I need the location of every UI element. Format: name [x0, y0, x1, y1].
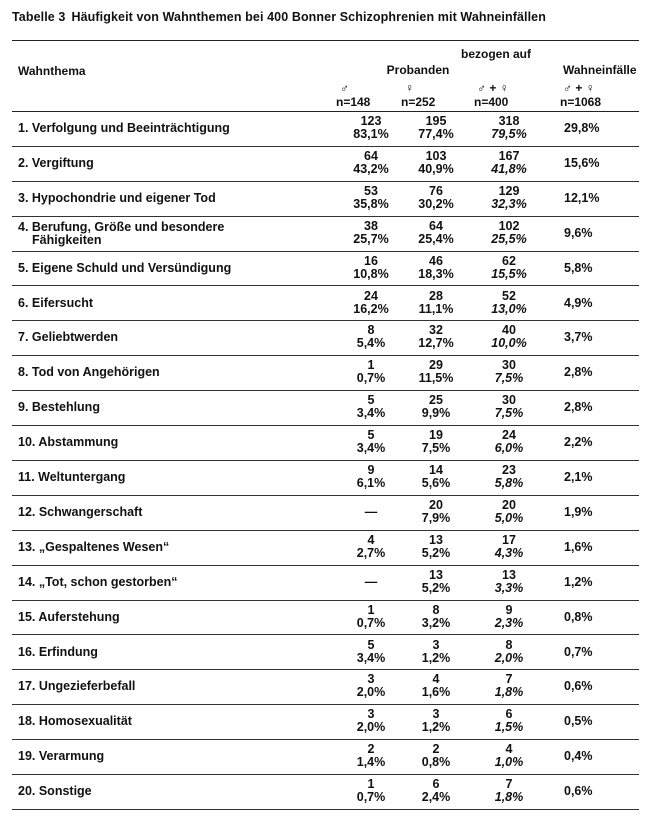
cell-both: [474, 604, 544, 630]
cell-male: [336, 778, 406, 804]
cell-count: 1: [367, 358, 375, 373]
row-theme-line: 7. Geliebtwerden: [18, 330, 119, 345]
table-caption: [12, 10, 546, 24]
row-theme: [18, 785, 92, 798]
table-row: [12, 740, 639, 775]
cell-count: 129: [498, 183, 520, 198]
cell-both: [474, 324, 544, 350]
cell-count: —: [364, 574, 378, 589]
row-theme-line: 3. Hypochondrie und eigener Tod: [18, 190, 216, 205]
cell-female: [401, 150, 471, 176]
cell-wahneinfaelle: 3,7%: [564, 330, 593, 345]
cell-count: 16: [364, 253, 378, 268]
row-theme: [18, 366, 160, 379]
cell-percent: 1,0%: [494, 755, 524, 770]
row-theme: [18, 611, 120, 624]
cell-male: [336, 673, 406, 699]
cell-percent: 1,4%: [356, 755, 386, 770]
cell-percent: 7,5%: [494, 371, 524, 386]
cell-percent: 0,7%: [356, 371, 386, 386]
cell-wahneinfaelle: 15,6%: [564, 155, 600, 170]
row-theme: [18, 297, 93, 310]
cell-wahneinfaelle: 2,8%: [564, 365, 593, 380]
cell-percent: 2,0%: [356, 685, 386, 700]
cell-count: 318: [498, 114, 520, 128]
cell-percent: 35,8%: [353, 196, 389, 211]
cell-percent: 2,0%: [356, 720, 386, 735]
cell-count: 2: [367, 742, 375, 757]
row-theme-line: 2. Vergiftung: [18, 155, 94, 170]
cell-count: 76: [429, 183, 443, 198]
table-row: [12, 252, 639, 287]
cell-wahneinfaelle: 12,1%: [564, 190, 600, 205]
cell-percent: 7,5%: [421, 441, 451, 456]
cell-both: [474, 115, 544, 141]
cell-percent: 6,1%: [356, 476, 386, 490]
cell-count: 25: [429, 393, 443, 408]
cell-male: [336, 324, 406, 350]
row-theme-line: 13. „Gespaltenes Wesen“: [18, 539, 170, 554]
cell-count: 20: [429, 497, 443, 512]
cell-percent: 7,9%: [421, 510, 451, 525]
table-row: [12, 601, 639, 636]
cell-percent: 4,3%: [494, 545, 524, 560]
table-row: [12, 391, 639, 426]
cell-percent: 10,8%: [353, 266, 389, 281]
cell-female: [401, 708, 471, 734]
cell-percent: 40,9%: [418, 161, 454, 176]
cell-percent: 2,4%: [421, 790, 451, 805]
cell-percent: 11,1%: [418, 301, 454, 316]
row-theme-line: Fähigkeiten: [32, 232, 102, 247]
table-row: [12, 112, 639, 147]
cell-wahneinfaelle: 1,9%: [564, 504, 593, 519]
cell-both: [474, 569, 544, 595]
cell-both: [474, 220, 544, 246]
row-theme-line: 20. Sonstige: [18, 784, 92, 799]
cell-female: [401, 778, 471, 804]
cell-wahneinfaelle: 4,9%: [564, 295, 593, 310]
cell-count: 24: [364, 288, 378, 303]
cell-female: [401, 324, 471, 350]
cell-female: [401, 220, 471, 246]
row-theme-line: 14. „Tot, schon gestorben“: [18, 574, 178, 589]
cell-percent: 5,2%: [421, 580, 451, 595]
cell-male: [336, 359, 406, 385]
cell-percent: 13,0%: [491, 301, 527, 316]
cell-percent: 0,8%: [421, 755, 451, 770]
cell-count: 38: [364, 218, 378, 233]
row-theme: [18, 506, 142, 519]
cell-female: [401, 569, 471, 595]
cell-wahneinfaelle: 2,8%: [564, 400, 593, 415]
row-theme-line: 18. Homosexualität: [18, 714, 132, 729]
cell-count: 64: [429, 218, 443, 233]
table-row: [12, 705, 639, 740]
row-theme: [18, 715, 132, 728]
cell-percent: 25,7%: [353, 231, 389, 246]
row-theme: [18, 541, 169, 554]
cell-count: 5: [367, 637, 375, 652]
table-row: [12, 287, 639, 322]
cell-percent: 1,8%: [494, 685, 524, 700]
table-row: [12, 461, 639, 496]
cell-percent: 1,5%: [494, 720, 524, 735]
cell-both: [474, 255, 544, 281]
header-female-symbol: ♀: [405, 81, 414, 95]
row-theme: [18, 576, 178, 589]
cell-female: [401, 499, 471, 525]
row-theme-line: 9. Bestehlung: [18, 400, 100, 415]
table-row: [12, 531, 639, 566]
table-row: [12, 426, 639, 461]
cell-count: 2: [432, 742, 440, 757]
cell-count: 28: [429, 288, 443, 303]
cell-male: [336, 185, 406, 211]
cell-percent: 1,8%: [494, 790, 524, 805]
cell-both: [474, 639, 544, 665]
cell-percent: 1,6%: [421, 685, 451, 700]
cell-female: [401, 290, 471, 316]
cell-count: 1: [367, 777, 375, 792]
header-theme: Wahnthema: [18, 64, 86, 78]
cell-wahneinfaelle: 1,2%: [564, 574, 593, 589]
table-row: [12, 775, 639, 810]
row-theme-line: 17. Ungezieferbefall: [18, 679, 136, 694]
cell-percent: 7,5%: [494, 406, 524, 421]
cell-percent: 12,7%: [418, 336, 454, 351]
cell-count: 102: [498, 218, 520, 233]
cell-wahneinfaelle: 1,6%: [564, 539, 593, 554]
header-probanden: Probanden: [386, 63, 450, 77]
table-row: [12, 496, 639, 531]
table-row: [12, 147, 639, 182]
row-theme: [18, 122, 230, 135]
row-theme: [18, 401, 100, 414]
cell-count: 5: [367, 428, 375, 443]
cell-count: 103: [425, 148, 447, 163]
cell-male: [336, 743, 406, 769]
cell-female: [401, 604, 471, 630]
cell-male: [336, 639, 406, 665]
table-row: [12, 321, 639, 356]
row-theme-line: 1. Verfolgung und Beeinträchtigung: [18, 121, 230, 135]
cell-count: 3: [432, 707, 440, 722]
cell-percent: 3,4%: [356, 406, 386, 421]
cell-count: 6: [432, 777, 440, 792]
cell-count: 30: [502, 393, 516, 408]
cell-both: [474, 464, 544, 490]
cell-both: [474, 359, 544, 385]
table-row: [12, 356, 639, 391]
table-title: Häufigkeit von Wahnthemen bei 400 Bonner Schizophrenien mit Wahneinfällen: [71, 10, 546, 24]
cell-both: [474, 778, 544, 804]
header-male-n: n=148: [336, 95, 371, 109]
cell-percent: 15,5%: [491, 266, 527, 281]
cell-both: [474, 534, 544, 560]
cell-percent: 5,6%: [421, 476, 451, 490]
row-theme-line: 6. Eifersucht: [18, 295, 94, 310]
cell-male: [336, 220, 406, 246]
row-theme: [18, 192, 216, 205]
cell-female: [401, 673, 471, 699]
header-both-n: n=400: [474, 95, 509, 109]
cell-wahneinfaelle: 0,5%: [564, 714, 593, 729]
cell-count: 3: [432, 637, 440, 652]
cell-male: [336, 394, 406, 420]
cell-percent: 41,8%: [491, 161, 527, 176]
cell-count: 167: [498, 148, 520, 163]
table-row: [12, 182, 639, 217]
row-theme: [18, 331, 118, 344]
cell-percent: 16,2%: [353, 301, 389, 316]
cell-count: 17: [502, 532, 516, 547]
table-row: [12, 566, 639, 601]
row-theme: [18, 436, 118, 449]
cell-male: [336, 534, 406, 560]
cell-count: 3: [367, 672, 375, 687]
cell-count: 123: [360, 114, 382, 128]
cell-percent: 83,1%: [353, 127, 389, 141]
cell-count: 9: [367, 463, 375, 477]
cell-female: [401, 534, 471, 560]
header-wahn-symbol: ♂ + ♀: [563, 81, 595, 95]
cell-both: [474, 394, 544, 420]
cell-wahneinfaelle: 2,1%: [564, 470, 593, 484]
cell-percent: 2,0%: [494, 650, 524, 665]
cell-count: 1: [367, 602, 375, 617]
row-theme: [18, 471, 125, 484]
cell-percent: 5,2%: [421, 545, 451, 560]
cell-count: 5: [367, 393, 375, 408]
cell-count: 30: [502, 358, 516, 373]
cell-wahneinfaelle: 9,6%: [564, 225, 593, 240]
cell-percent: 3,3%: [494, 580, 524, 595]
header-wahneinfaelle: Wahneinfälle: [563, 63, 637, 77]
cell-count: 8: [432, 602, 440, 617]
cell-wahneinfaelle: 0,4%: [564, 749, 593, 764]
cell-percent: 11,5%: [418, 371, 454, 386]
cell-count: 24: [502, 428, 516, 443]
cell-percent: 1,2%: [421, 720, 451, 735]
cell-wahneinfaelle: 0,7%: [564, 644, 593, 659]
cell-both: [474, 290, 544, 316]
cell-wahneinfaelle: 29,8%: [564, 121, 600, 135]
row-theme-line: 16. Erfindung: [18, 644, 98, 659]
cell-count: 7: [505, 672, 513, 687]
row-theme: [18, 157, 94, 170]
cell-wahneinfaelle: 5,8%: [564, 260, 593, 275]
header-wahn-n: n=1068: [560, 95, 602, 109]
cell-both: [474, 708, 544, 734]
cell-percent: 2,7%: [356, 545, 386, 560]
cell-count: 64: [364, 148, 378, 163]
top-rule: [12, 40, 639, 41]
cell-female: [401, 429, 471, 455]
row-theme-line: 8. Tod von Angehörigen: [18, 365, 160, 380]
cell-count: 29: [429, 358, 443, 373]
cell-percent: 0,7%: [356, 790, 386, 805]
cell-male: [336, 506, 406, 519]
cell-male: [336, 255, 406, 281]
cell-female: [401, 464, 471, 490]
cell-count: 6: [505, 707, 513, 722]
cell-male: [336, 429, 406, 455]
cell-wahneinfaelle: 0,6%: [564, 784, 593, 799]
row-theme-line: 15. Auferstehung: [18, 609, 120, 624]
row-theme: [18, 262, 231, 275]
row-theme-line: 10. Abstammung: [18, 435, 119, 450]
cell-male: [336, 604, 406, 630]
cell-percent: 43,2%: [353, 161, 389, 176]
cell-wahneinfaelle: 2,2%: [564, 435, 593, 450]
row-theme: [18, 680, 135, 693]
header-male-symbol: ♂: [340, 81, 349, 95]
cell-percent: 3,4%: [356, 441, 386, 456]
row-theme-line: 19. Verarmung: [18, 749, 105, 764]
cell-both: [474, 673, 544, 699]
cell-female: [401, 255, 471, 281]
cell-count: 13: [429, 567, 443, 582]
cell-percent: 6,0%: [494, 441, 524, 456]
cell-percent: 5,0%: [494, 510, 524, 525]
cell-male: [336, 464, 406, 490]
cell-percent: 9,9%: [421, 406, 451, 421]
cell-male: [336, 290, 406, 316]
cell-wahneinfaelle: 0,6%: [564, 679, 593, 694]
row-theme-line: 5. Eigene Schuld und Versündigung: [18, 260, 232, 275]
table-row: [12, 217, 639, 252]
cell-female: [401, 394, 471, 420]
cell-percent: 77,4%: [418, 127, 454, 141]
cell-percent: 3,4%: [356, 650, 386, 665]
cell-both: [474, 150, 544, 176]
cell-count: 53: [364, 183, 378, 198]
cell-male: [336, 115, 406, 141]
table-row: [12, 670, 639, 705]
cell-percent: 79,5%: [491, 127, 527, 141]
table-number: Tabelle 3: [12, 10, 66, 24]
cell-count: 4: [432, 672, 440, 687]
cell-both: [474, 185, 544, 211]
cell-percent: 10,0%: [491, 336, 527, 351]
cell-percent: 0,7%: [356, 615, 386, 630]
cell-male: [336, 708, 406, 734]
cell-count: 4: [367, 532, 375, 547]
cell-percent: 30,2%: [418, 196, 454, 211]
cell-male: [336, 576, 406, 589]
cell-count: 23: [502, 463, 516, 477]
cell-count: 8: [367, 323, 375, 338]
cell-count: 40: [502, 323, 516, 338]
cell-count: 13: [429, 532, 443, 547]
cell-count: 19: [429, 428, 443, 443]
cell-percent: 1,2%: [421, 650, 451, 665]
cell-count: 4: [505, 742, 513, 757]
cell-count: 13: [502, 567, 516, 582]
cell-count: 8: [505, 637, 513, 652]
cell-percent: 3,2%: [421, 615, 451, 630]
cell-count: 46: [429, 253, 443, 268]
cell-count: 20: [502, 497, 516, 512]
row-theme: [18, 221, 224, 247]
row-theme: [18, 646, 98, 659]
cell-female: [401, 359, 471, 385]
cell-female: [401, 743, 471, 769]
cell-male: [336, 150, 406, 176]
row-theme-line: 4. Berufung, Größe und besondere: [18, 219, 225, 234]
header-both-symbol: ♂ + ♀: [477, 81, 509, 95]
cell-female: [401, 185, 471, 211]
cell-percent: 18,3%: [418, 266, 454, 281]
cell-percent: 5,8%: [494, 476, 524, 490]
cell-both: [474, 743, 544, 769]
header-female-n: n=252: [401, 95, 436, 109]
cell-count: 62: [502, 253, 516, 268]
cell-both: [474, 499, 544, 525]
cell-count: 32: [429, 323, 443, 338]
cell-percent: 25,4%: [418, 231, 454, 246]
table-row: [12, 636, 639, 671]
cell-count: 52: [502, 288, 516, 303]
cell-percent: 32,3%: [491, 196, 527, 211]
cell-both: [474, 429, 544, 455]
cell-count: 195: [425, 114, 447, 128]
cell-count: 14: [429, 463, 443, 477]
row-theme: [18, 750, 104, 763]
cell-female: [401, 639, 471, 665]
row-theme-line: 11. Weltuntergang: [18, 470, 126, 484]
row-theme-line: 12. Schwangerschaft: [18, 504, 143, 519]
cell-count: 9: [505, 602, 513, 617]
cell-count: 3: [367, 707, 375, 722]
cell-percent: 5,4%: [356, 336, 386, 351]
header-bezogen: bezogen auf: [460, 47, 532, 61]
cell-percent: 2,3%: [494, 615, 524, 630]
cell-percent: 25,5%: [491, 231, 527, 246]
cell-female: [401, 115, 471, 141]
cell-wahneinfaelle: 0,8%: [564, 609, 593, 624]
cell-count: 7: [505, 777, 513, 792]
cell-count: —: [364, 504, 378, 519]
